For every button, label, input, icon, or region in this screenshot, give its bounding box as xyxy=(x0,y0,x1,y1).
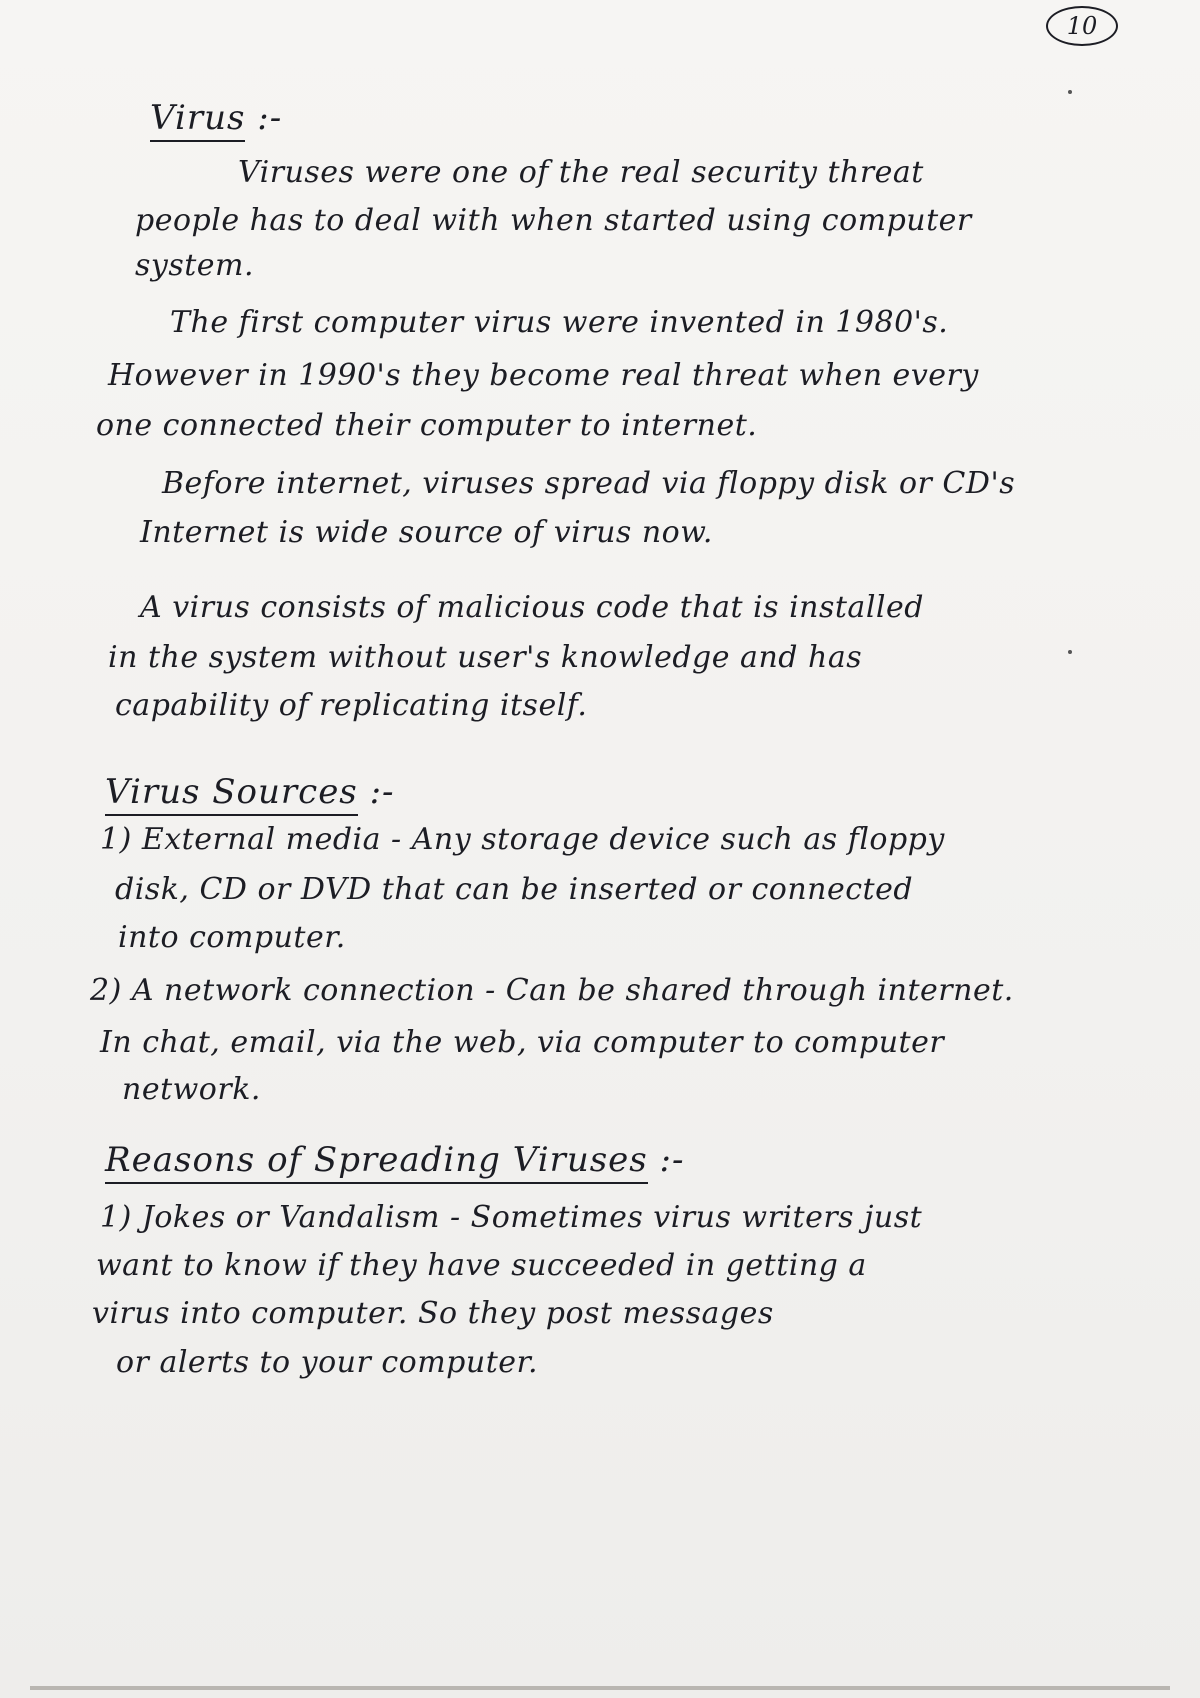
reasons-line: 1) Jokes or Vandalism - Sometimes virus writers just xyxy=(100,1200,923,1235)
virus-line: The first computer virus were invented in 1980's. xyxy=(170,305,949,340)
virus-line: capability of replicating itself. xyxy=(115,688,588,723)
reasons-heading-suffix: :- xyxy=(659,1140,685,1180)
virus-sources-line: In chat, email, via the web, via computer to computer xyxy=(100,1025,945,1060)
virus-line: A virus consists of malicious code that is installed xyxy=(140,590,924,625)
virus-line: one connected their computer to internet. xyxy=(96,408,758,443)
virus-line: in the system without user's knowledge and has xyxy=(108,640,863,675)
virus-sources-line: network. xyxy=(122,1072,261,1107)
virus-line: Internet is wide source of virus now. xyxy=(140,515,713,550)
virus-line: Viruses were one of the real security threat xyxy=(238,155,924,190)
paper-speck xyxy=(1068,650,1072,654)
paper-speck xyxy=(1068,90,1072,94)
virus-line: people has to deal with when started using computer xyxy=(135,203,972,238)
page-number: 10 xyxy=(1046,6,1118,46)
reasons-line: virus into computer. So they post messages xyxy=(92,1296,774,1331)
virus-sources-line: into computer. xyxy=(118,920,346,955)
reasons-line: want to know if they have succeeded in getting a xyxy=(96,1248,867,1283)
reasons-line: or alerts to your computer. xyxy=(116,1345,539,1380)
reasons-heading-text: Reasons of Spreading Viruses xyxy=(105,1140,648,1184)
virus-sources-line: disk, CD or DVD that can be inserted or connected xyxy=(115,872,914,907)
page-bottom-edge xyxy=(30,1686,1170,1690)
virus-heading-text: Virus xyxy=(150,98,245,142)
virus-heading-suffix: :- xyxy=(257,98,283,138)
virus-sources-heading-suffix: :- xyxy=(369,772,395,812)
virus-line: system. xyxy=(135,248,255,283)
virus-line: Before internet, viruses spread via floppy disk or CD's xyxy=(162,466,1016,501)
virus-sources-heading-text: Virus Sources xyxy=(105,772,358,816)
virus-line: However in 1990's they become real threat when every xyxy=(108,358,979,393)
reasons-heading xyxy=(105,1140,685,1180)
virus-sources-line: 2) A network connection - Can be shared through internet. xyxy=(90,973,1014,1008)
virus-heading xyxy=(150,98,282,138)
virus-sources-heading xyxy=(105,772,395,812)
virus-sources-line: 1) External media - Any storage device such as floppy xyxy=(100,822,945,857)
